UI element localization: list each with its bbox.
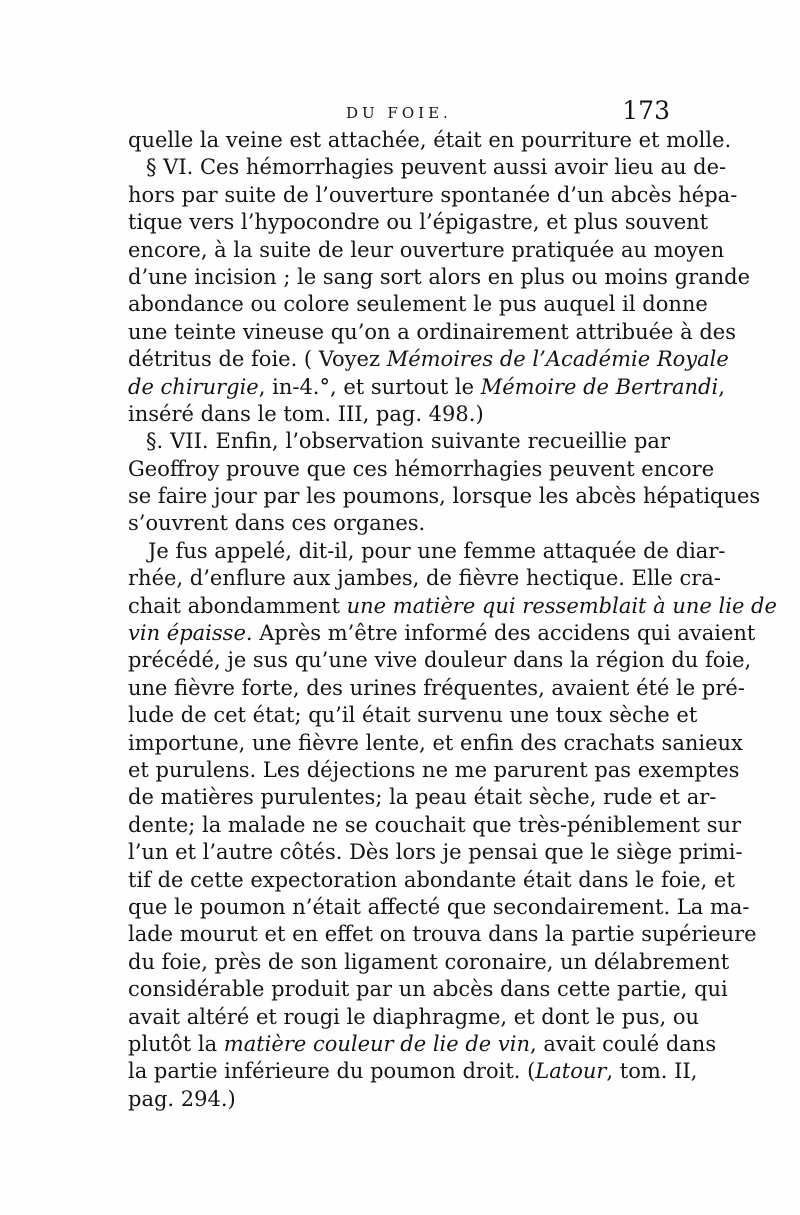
text-line <box>128 894 750 921</box>
text-run: lade mourut et en effet on trouva dans la partie supérieure <box>128 922 757 947</box>
text-run: §. VII. Enfin, l’observation suivante recueillie par <box>146 429 670 454</box>
text-run: Geoffroy prouve que ces hémorrhagies peuvent encore <box>128 456 715 481</box>
running-title: DU FOIE. <box>346 104 452 122</box>
text-run: se faire jour par les poumons, lorsque les abcès hépatiques <box>128 484 761 509</box>
text-line <box>128 593 777 620</box>
text-run: précédé, je sus qu’une vive douleur dans la région du foie, <box>128 648 752 673</box>
text-line <box>128 1031 717 1058</box>
text-run: § VI. Ces hémorrhagies peuvent aussi avoir lieu au de- <box>146 155 727 180</box>
text-run: hors par suite de l’ouverture spontanée d’un abcès hépa- <box>128 182 738 207</box>
italic-text: vin épaisse. <box>128 621 253 646</box>
italic-text: une matière qui ressemblait à une lie de <box>346 593 777 618</box>
text-line <box>128 647 752 674</box>
italic-text: de chirurgie <box>128 374 259 399</box>
text-run: une teinte vineuse qu’on a ordinairement attribuée à des <box>128 319 736 344</box>
text-run: du foie, près de son ligament coronaire, un délabrement <box>128 949 730 974</box>
text-line <box>128 510 670 537</box>
text-line <box>128 154 727 181</box>
text-line <box>128 483 761 510</box>
text-line <box>128 784 717 811</box>
text-run: détritus de foie. ( Voyez <box>128 347 387 372</box>
text-run: , in-4.°, et surtout le <box>258 374 481 399</box>
text-run: Je fus appelé, dit-il, pour une femme attaquée de diar- <box>148 538 726 563</box>
body-text <box>128 127 777 1113</box>
text-run: abondance ou colore seulement le pus auquel il donne <box>128 292 708 317</box>
text-line <box>128 757 740 784</box>
italic-text: Latour <box>535 1059 607 1084</box>
text-run: rhée, d’enflure aux jambes, de fièvre hectique. Elle cra- <box>128 566 721 591</box>
text-line <box>128 921 757 948</box>
text-line <box>128 319 736 346</box>
text-run: tique vers l’hypocondre ou l’épigastre, et plus souvent <box>128 210 709 235</box>
italic-text: Mémoires de l’Académie Royale <box>386 347 729 372</box>
text-run: , tom. II, <box>606 1059 698 1084</box>
text-run: l’un et l’autre côtés. Dès lors je pensai que le siège primi- <box>128 840 743 865</box>
text-run: de matières purulentes; la peau était sèche, rude et ar- <box>128 785 717 810</box>
text-run: une fièvre forte, des urines fréquentes, avaient été le pré- <box>128 675 745 700</box>
text-line <box>128 237 725 264</box>
text-run: pag. 294.) <box>128 1086 236 1111</box>
text-run: et purulens. Les déjections ne me parurent pas exemptes <box>128 757 740 782</box>
text-run: tif de cette expectoration abondante était dans le foie, et <box>128 867 735 892</box>
text-line <box>128 127 732 154</box>
text-line <box>128 702 698 729</box>
text-line <box>128 812 742 839</box>
text-line <box>128 428 670 455</box>
text-run: inséré dans le tom. III, pag. 498.) <box>128 401 484 426</box>
text-run: avait altéré et rougi le diaphragme, et dont le pus, ou <box>128 1004 700 1029</box>
text-line <box>128 456 715 483</box>
italic-text: Mémoire de Bertrandi <box>480 374 719 399</box>
italic-text: matière couleur de lie de vin <box>223 1031 530 1056</box>
text-line <box>128 374 725 401</box>
text-run: lude de cet état; qu’il était survenu une toux sèche et <box>128 703 698 728</box>
text-run: , avait coulé dans <box>530 1031 717 1056</box>
text-line <box>128 675 745 702</box>
text-line <box>128 730 743 757</box>
text-run: que le poumon n’était affecté que secondairement. La ma- <box>128 894 750 919</box>
text-run: d’une incision ; le sang sort alors en plus ou moins grande <box>128 264 751 289</box>
text-line <box>128 949 730 976</box>
text-line <box>128 1058 698 1085</box>
text-run: quelle la veine est attachée, était en pourriture et molle. <box>128 128 732 152</box>
text-line <box>128 182 738 209</box>
text-line <box>128 620 756 647</box>
text-line <box>128 209 709 236</box>
text-run: considérable produit par un abcès dans cette partie, qui <box>128 977 728 1002</box>
text-line <box>128 264 751 291</box>
text-run: importune, une fièvre lente, et enfin des crachats sanieux <box>128 730 743 755</box>
text-line <box>128 291 708 318</box>
text-line <box>128 867 735 894</box>
text-line <box>128 1086 670 1113</box>
text-run: , <box>718 374 725 399</box>
text-line <box>128 839 743 866</box>
text-run: s’ouvrent dans ces organes. <box>128 511 426 536</box>
text-line <box>128 346 729 373</box>
text-line <box>128 565 721 592</box>
text-run: encore, à la suite de leur ouverture pratiquée au moyen <box>128 237 725 262</box>
text-run: chait abondamment <box>128 593 347 618</box>
text-line <box>128 976 728 1003</box>
page-number: 173 <box>622 96 670 125</box>
text-line <box>128 401 670 428</box>
text-run: plutôt la <box>128 1031 224 1056</box>
text-run: dente; la malade ne se couchait que très-péniblement sur <box>128 812 742 837</box>
text-line <box>128 1004 700 1031</box>
text-run: la partie inférieure du poumon droit. ( <box>128 1059 536 1084</box>
text-line <box>128 538 726 565</box>
text-run: Après m’être informé des accidens qui avaient <box>252 621 756 646</box>
